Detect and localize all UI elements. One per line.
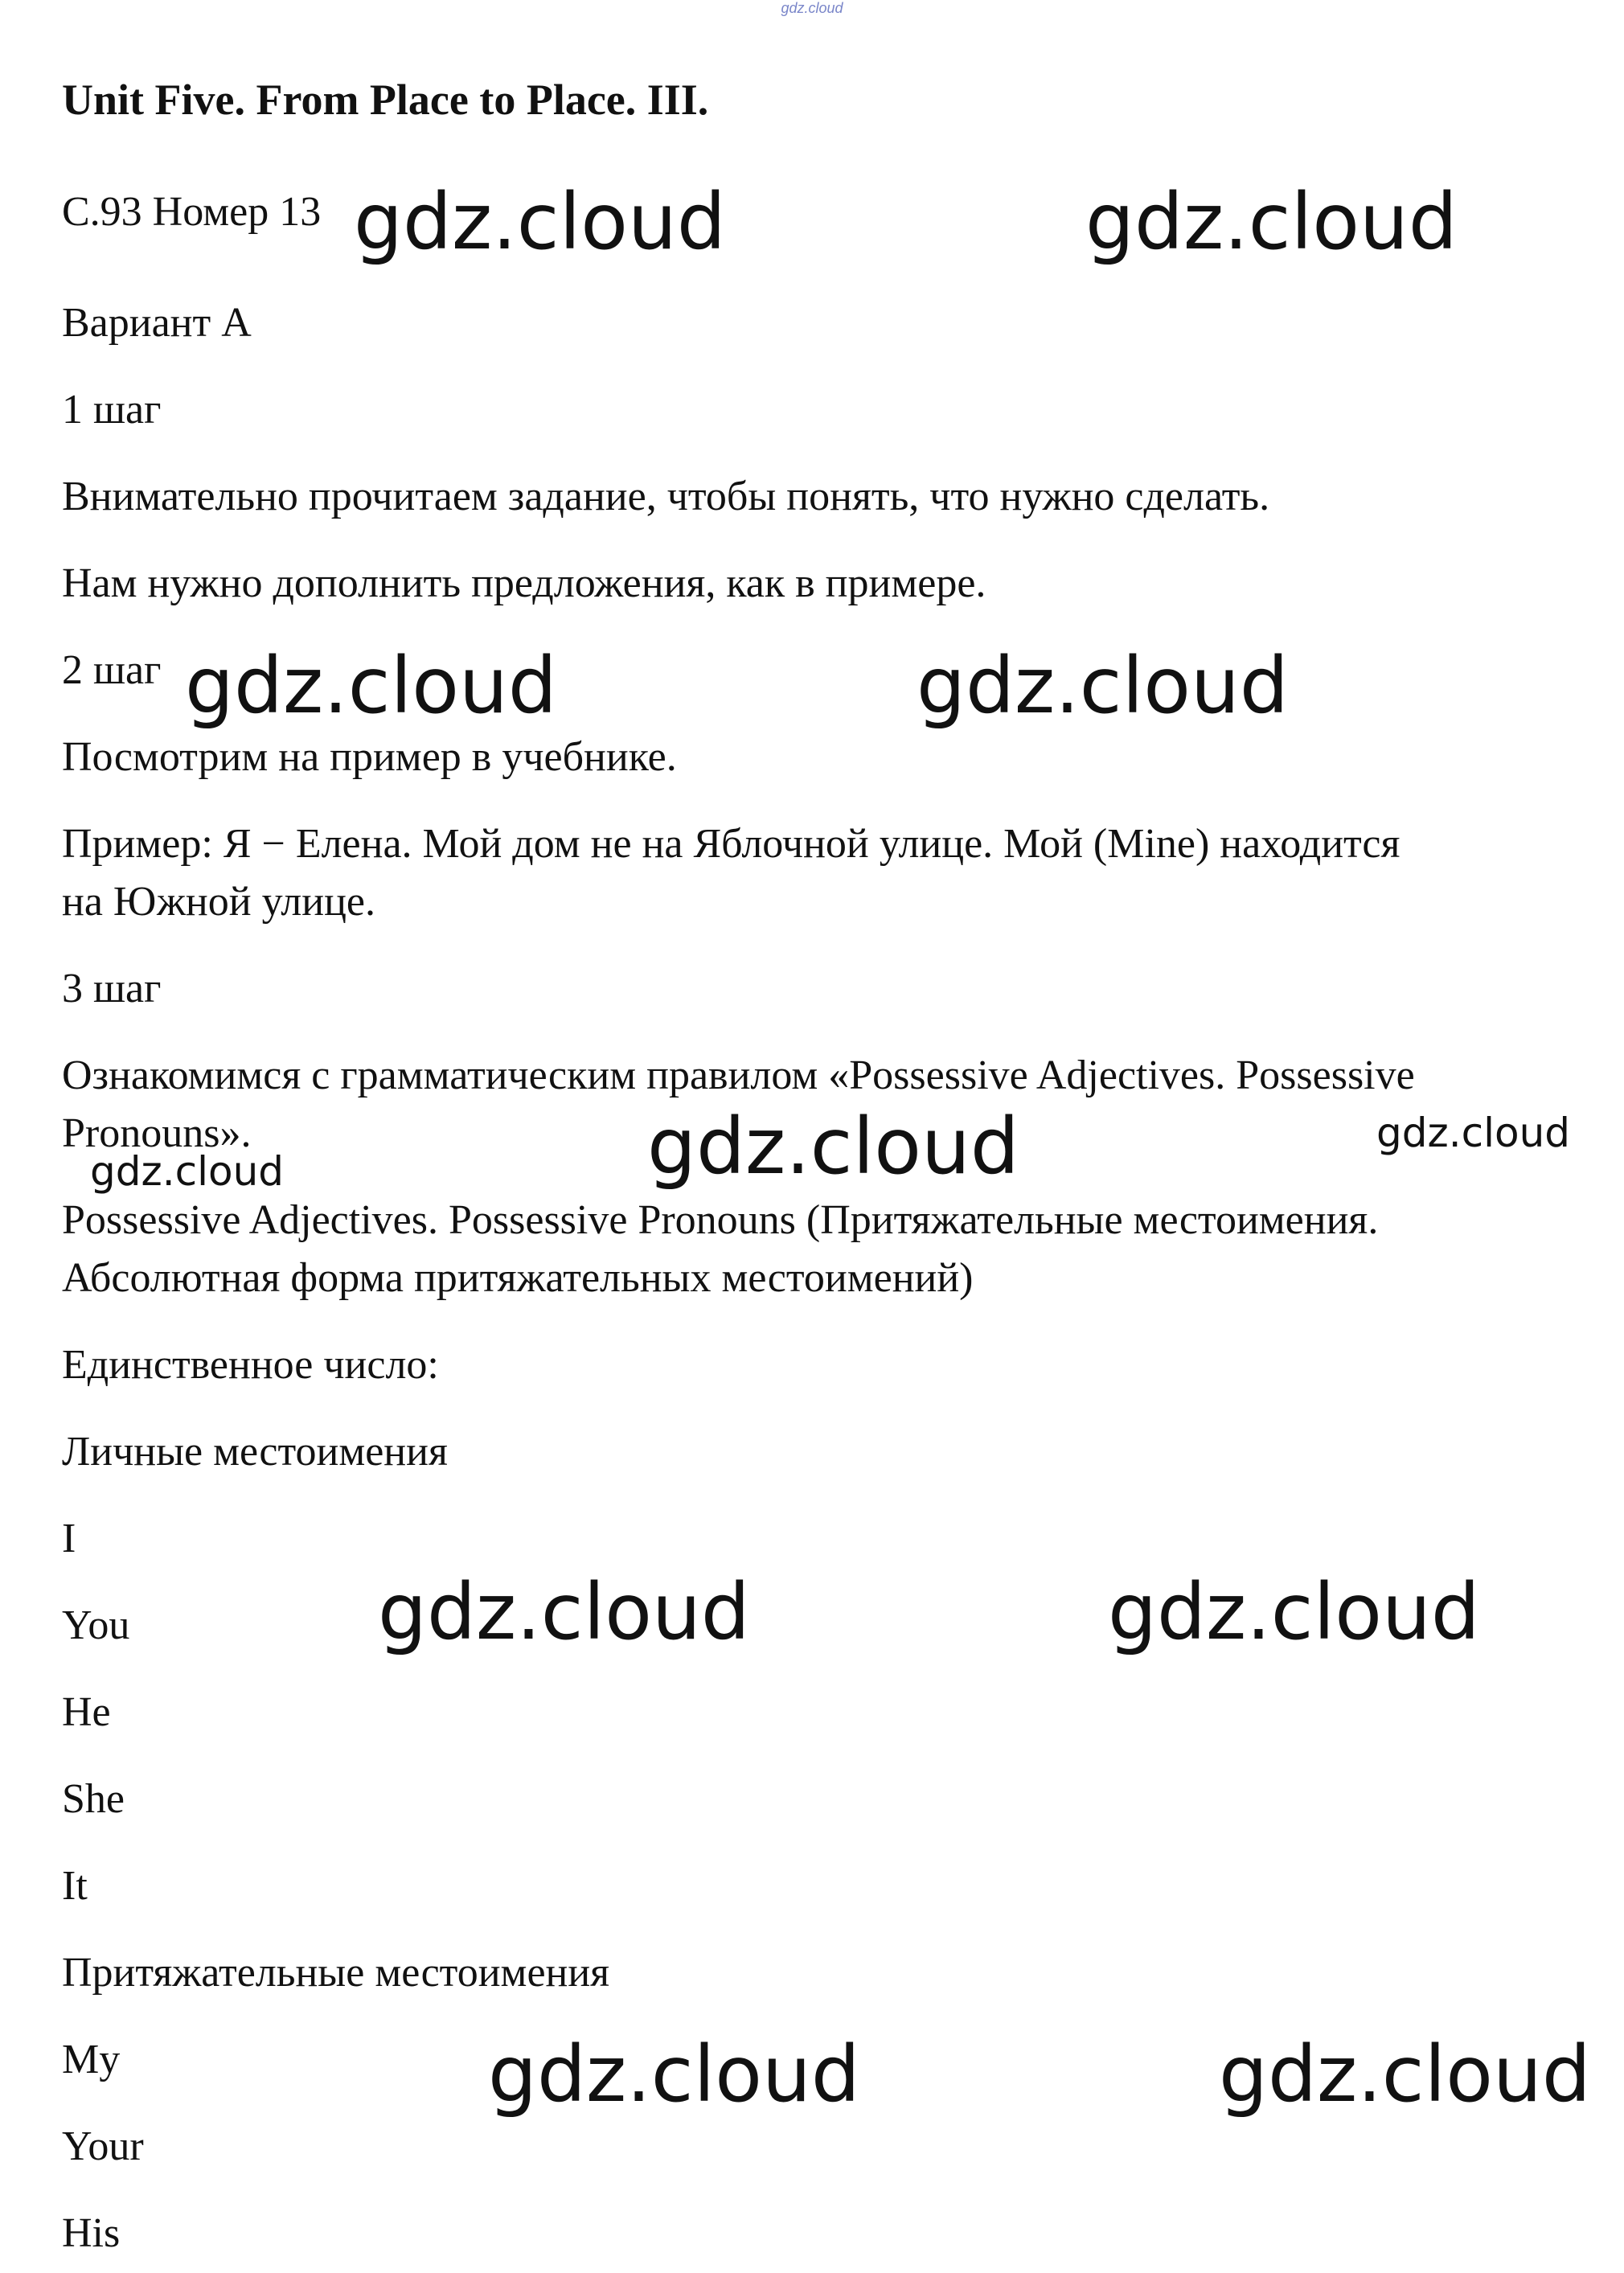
rule-intro-line-1: Ознакомимся с грамматическим правилом «Possessive Adjectives. Possessive — [62, 1052, 1415, 1098]
watermark: gdz.cloud — [1219, 2029, 1591, 2119]
pronoun-i: I — [62, 1516, 76, 1561]
watermark: gdz.cloud — [1376, 1110, 1571, 1156]
watermark: gdz.cloud — [378, 1567, 750, 1657]
rule-title-line-1: Possessive Adjectives. Possessive Pronouns (Притяжательные местоимения. — [62, 1197, 1379, 1243]
possessive-my: My — [62, 2037, 121, 2082]
possessive-pronouns-heading: Притяжательные местоимения — [62, 1950, 610, 1996]
pronoun-you: You — [62, 1602, 130, 1648]
variant-label: Вариант А — [62, 300, 252, 346]
pronoun-it: It — [62, 1863, 88, 1909]
step-2-heading: 2 шаг — [62, 647, 162, 693]
watermark: gdz.cloud — [647, 1102, 1019, 1192]
step-1-text: Внимательно прочитаем задание, чтобы понять, что нужно сделать. — [62, 474, 1270, 519]
example-line-2: на Южной улице. — [62, 879, 375, 925]
page-title: Unit Five. From Place to Place. III. — [62, 76, 709, 124]
possessive-his: His — [62, 2210, 121, 2256]
top-watermark: gdz.cloud — [781, 0, 843, 16]
step-1-heading: 1 шаг — [62, 387, 162, 433]
watermark: gdz.cloud — [488, 2029, 860, 2119]
watermark: gdz.cloud — [90, 1148, 285, 1195]
singular-heading: Единственное число: — [62, 1342, 439, 1388]
watermark: gdz.cloud — [1108, 1567, 1480, 1657]
watermark: gdz.cloud — [1085, 177, 1458, 267]
step-2-text: Посмотрим на пример в учебнике. — [62, 734, 677, 780]
possessive-your: Your — [62, 2123, 144, 2169]
step-1-goal: Нам нужно дополнить предложения, как в примере. — [62, 560, 986, 606]
rule-intro-line-2: Pronouns». — [62, 1110, 252, 1156]
watermark: gdz.cloud — [185, 641, 557, 731]
watermark: gdz.cloud — [354, 177, 726, 267]
pronoun-she: She — [62, 1776, 125, 1822]
rule-title-line-2: Абсолютная форма притяжательных местоимений) — [62, 1255, 974, 1301]
example-line-1: Пример: Я − Елена. Мой дом не на Яблочной улице. Мой (Mine) находится — [62, 821, 1400, 867]
personal-pronouns-heading: Личные местоимения — [62, 1429, 448, 1475]
step-3-heading: 3 шаг — [62, 966, 162, 1011]
watermark: gdz.cloud — [917, 641, 1289, 731]
pronoun-he: He — [62, 1689, 111, 1735]
task-reference: С.93 Номер 13 — [62, 189, 322, 235]
